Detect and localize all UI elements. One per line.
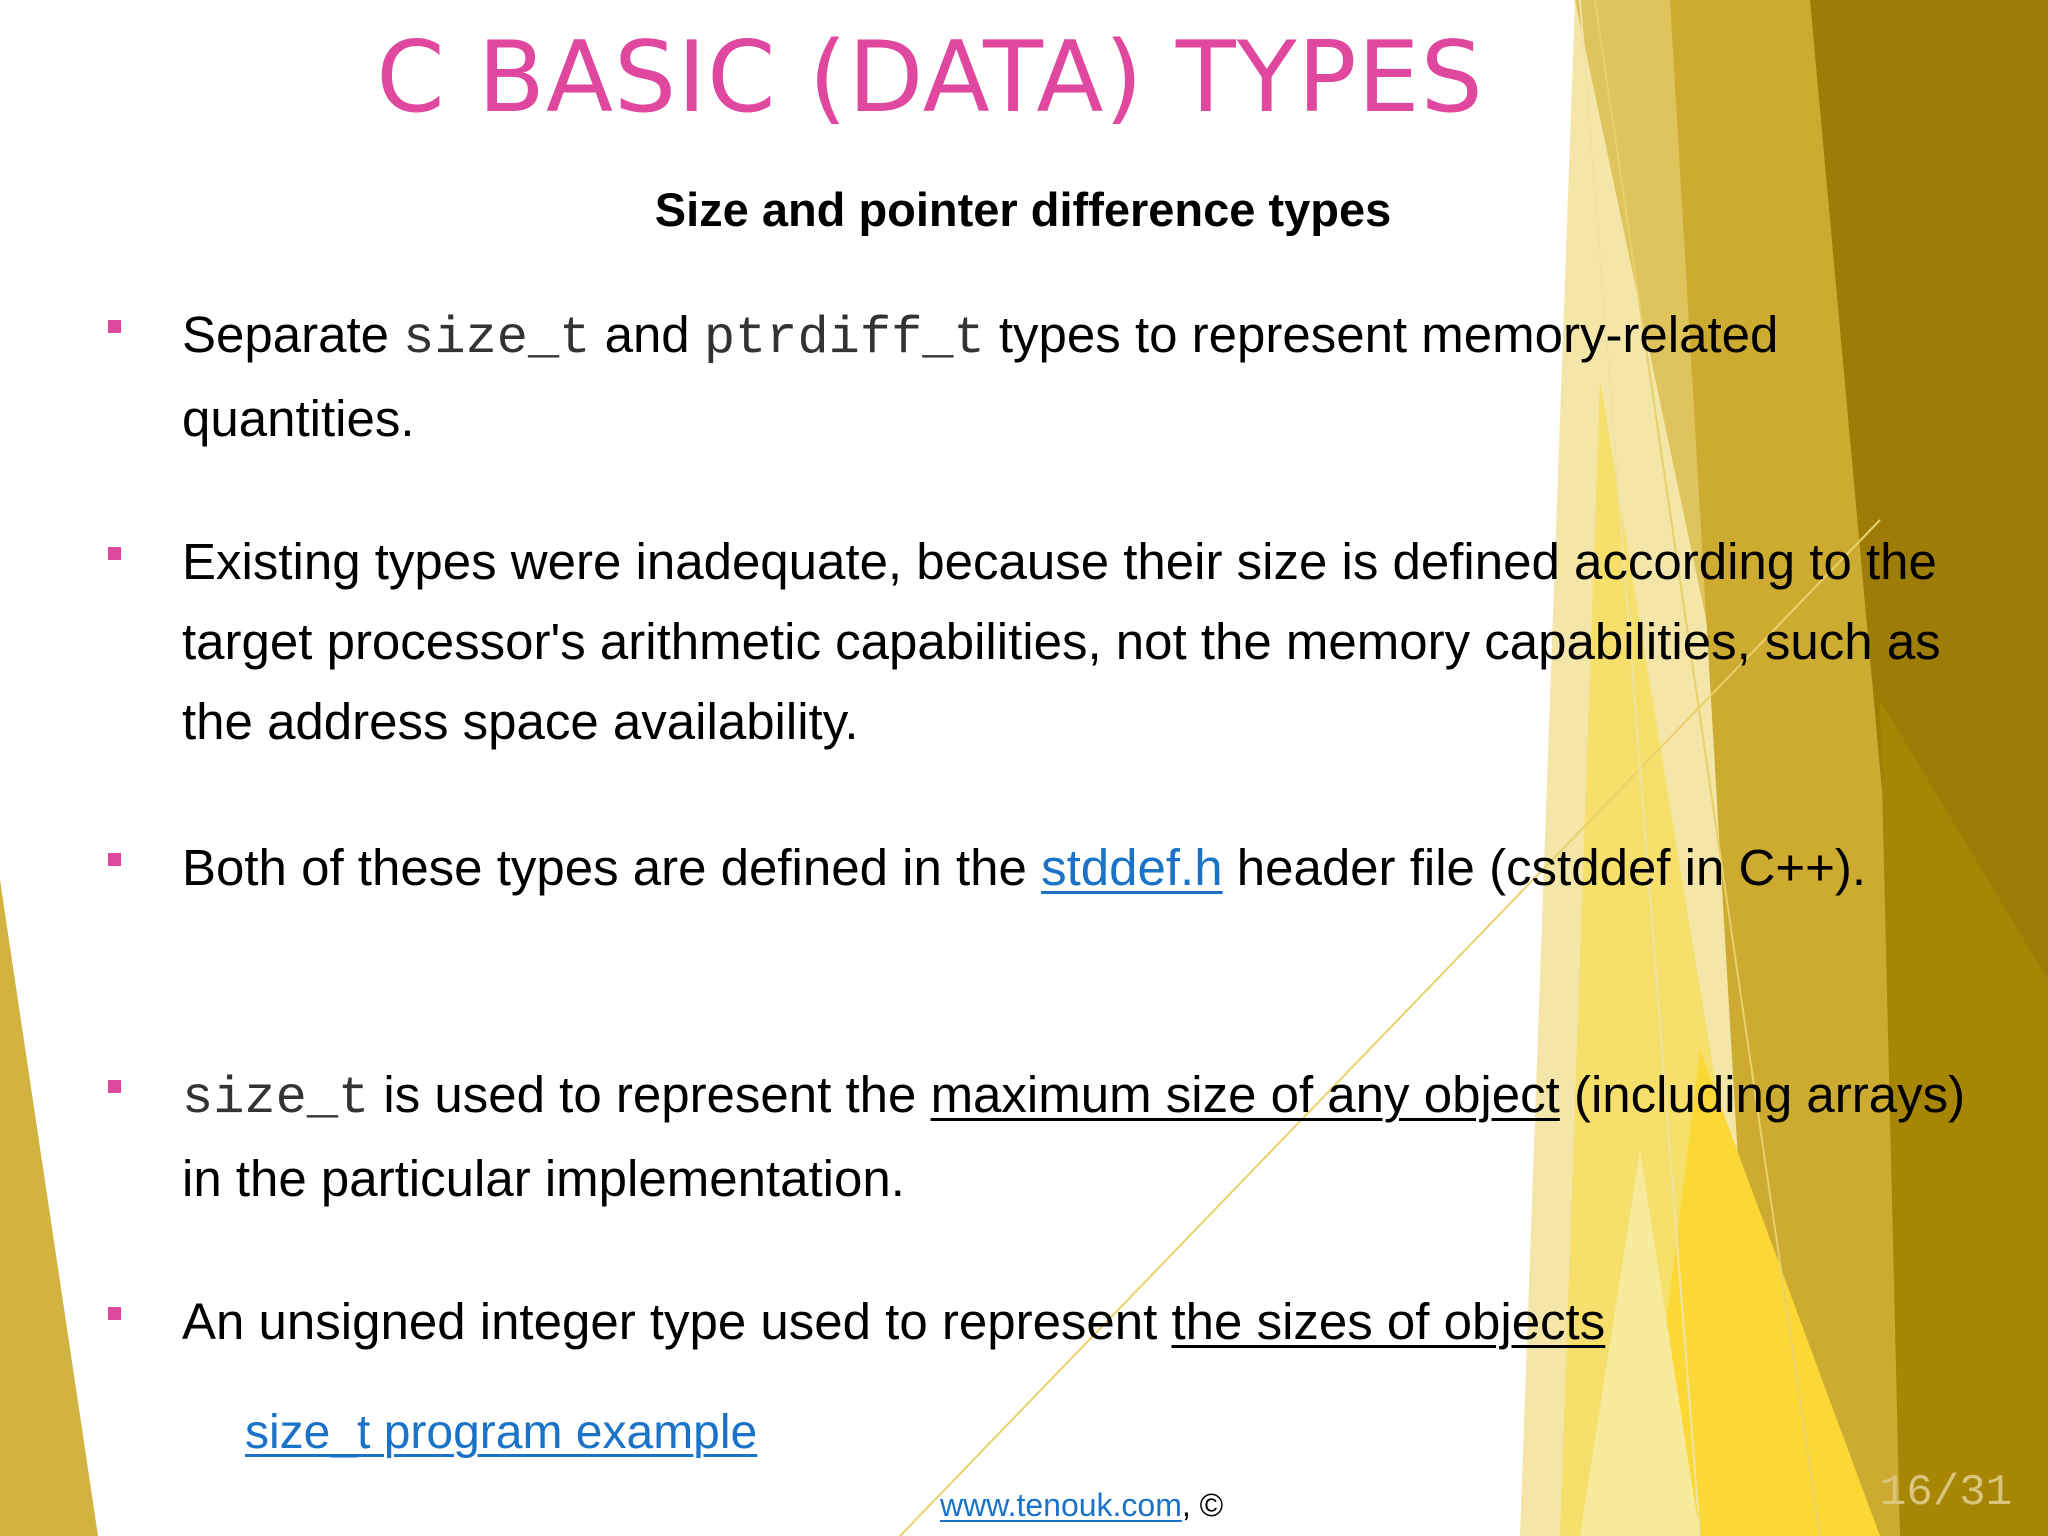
bullet-marker — [108, 1307, 121, 1320]
text: Both of these types are defined in the — [182, 839, 1042, 896]
code-size-t: size_t — [403, 309, 591, 368]
bullet-item-2 — [182, 522, 1982, 762]
code-ptrdiff-t: ptrdiff_t — [703, 309, 985, 368]
text: (including arrays) in the particular implementation. — [182, 1066, 1966, 1207]
bullet-marker — [108, 1080, 121, 1093]
text: Existing types were inadequate, because their size is defined according to the target processor's arithmetic capabilities, not the memory capabilities, such as the address space availability. — [182, 533, 1941, 750]
underlined-text: the sizes of objects — [1171, 1293, 1606, 1350]
footer — [940, 1487, 1223, 1524]
slide-subtitle: Size and pointer difference types — [654, 183, 1392, 236]
text: Separate — [182, 306, 404, 363]
bullet-item-5 — [182, 1282, 1982, 1362]
bullet-item-3 — [182, 828, 1982, 908]
stddef-link[interactable]: stddef.h — [1041, 839, 1223, 896]
text: header file (cstddef in C++). — [1222, 839, 1867, 896]
text: An unsigned integer type used to represent — [182, 1293, 1172, 1350]
page-number: 16/31 — [1880, 1468, 2013, 1518]
footer-link[interactable]: www.tenouk.com — [940, 1487, 1182, 1523]
bullet-marker — [108, 547, 121, 560]
underlined-text: maximum size of any object — [930, 1066, 1560, 1123]
bullet-marker — [108, 320, 121, 333]
footer-copyright: , © — [1181, 1487, 1224, 1523]
text: and — [590, 306, 704, 363]
bullet-item-1 — [182, 295, 1982, 459]
code-size-t: size_t — [182, 1069, 370, 1128]
bullet-marker — [108, 853, 121, 866]
bullet-item-4 — [182, 1055, 1982, 1219]
slide-title: C BASIC (DATA) TYPES — [376, 21, 1484, 135]
text: is used to represent the — [369, 1066, 931, 1123]
example-link[interactable]: size_t program example — [245, 1406, 758, 1459]
text: types to represent memory-related quantities. — [182, 306, 1779, 447]
